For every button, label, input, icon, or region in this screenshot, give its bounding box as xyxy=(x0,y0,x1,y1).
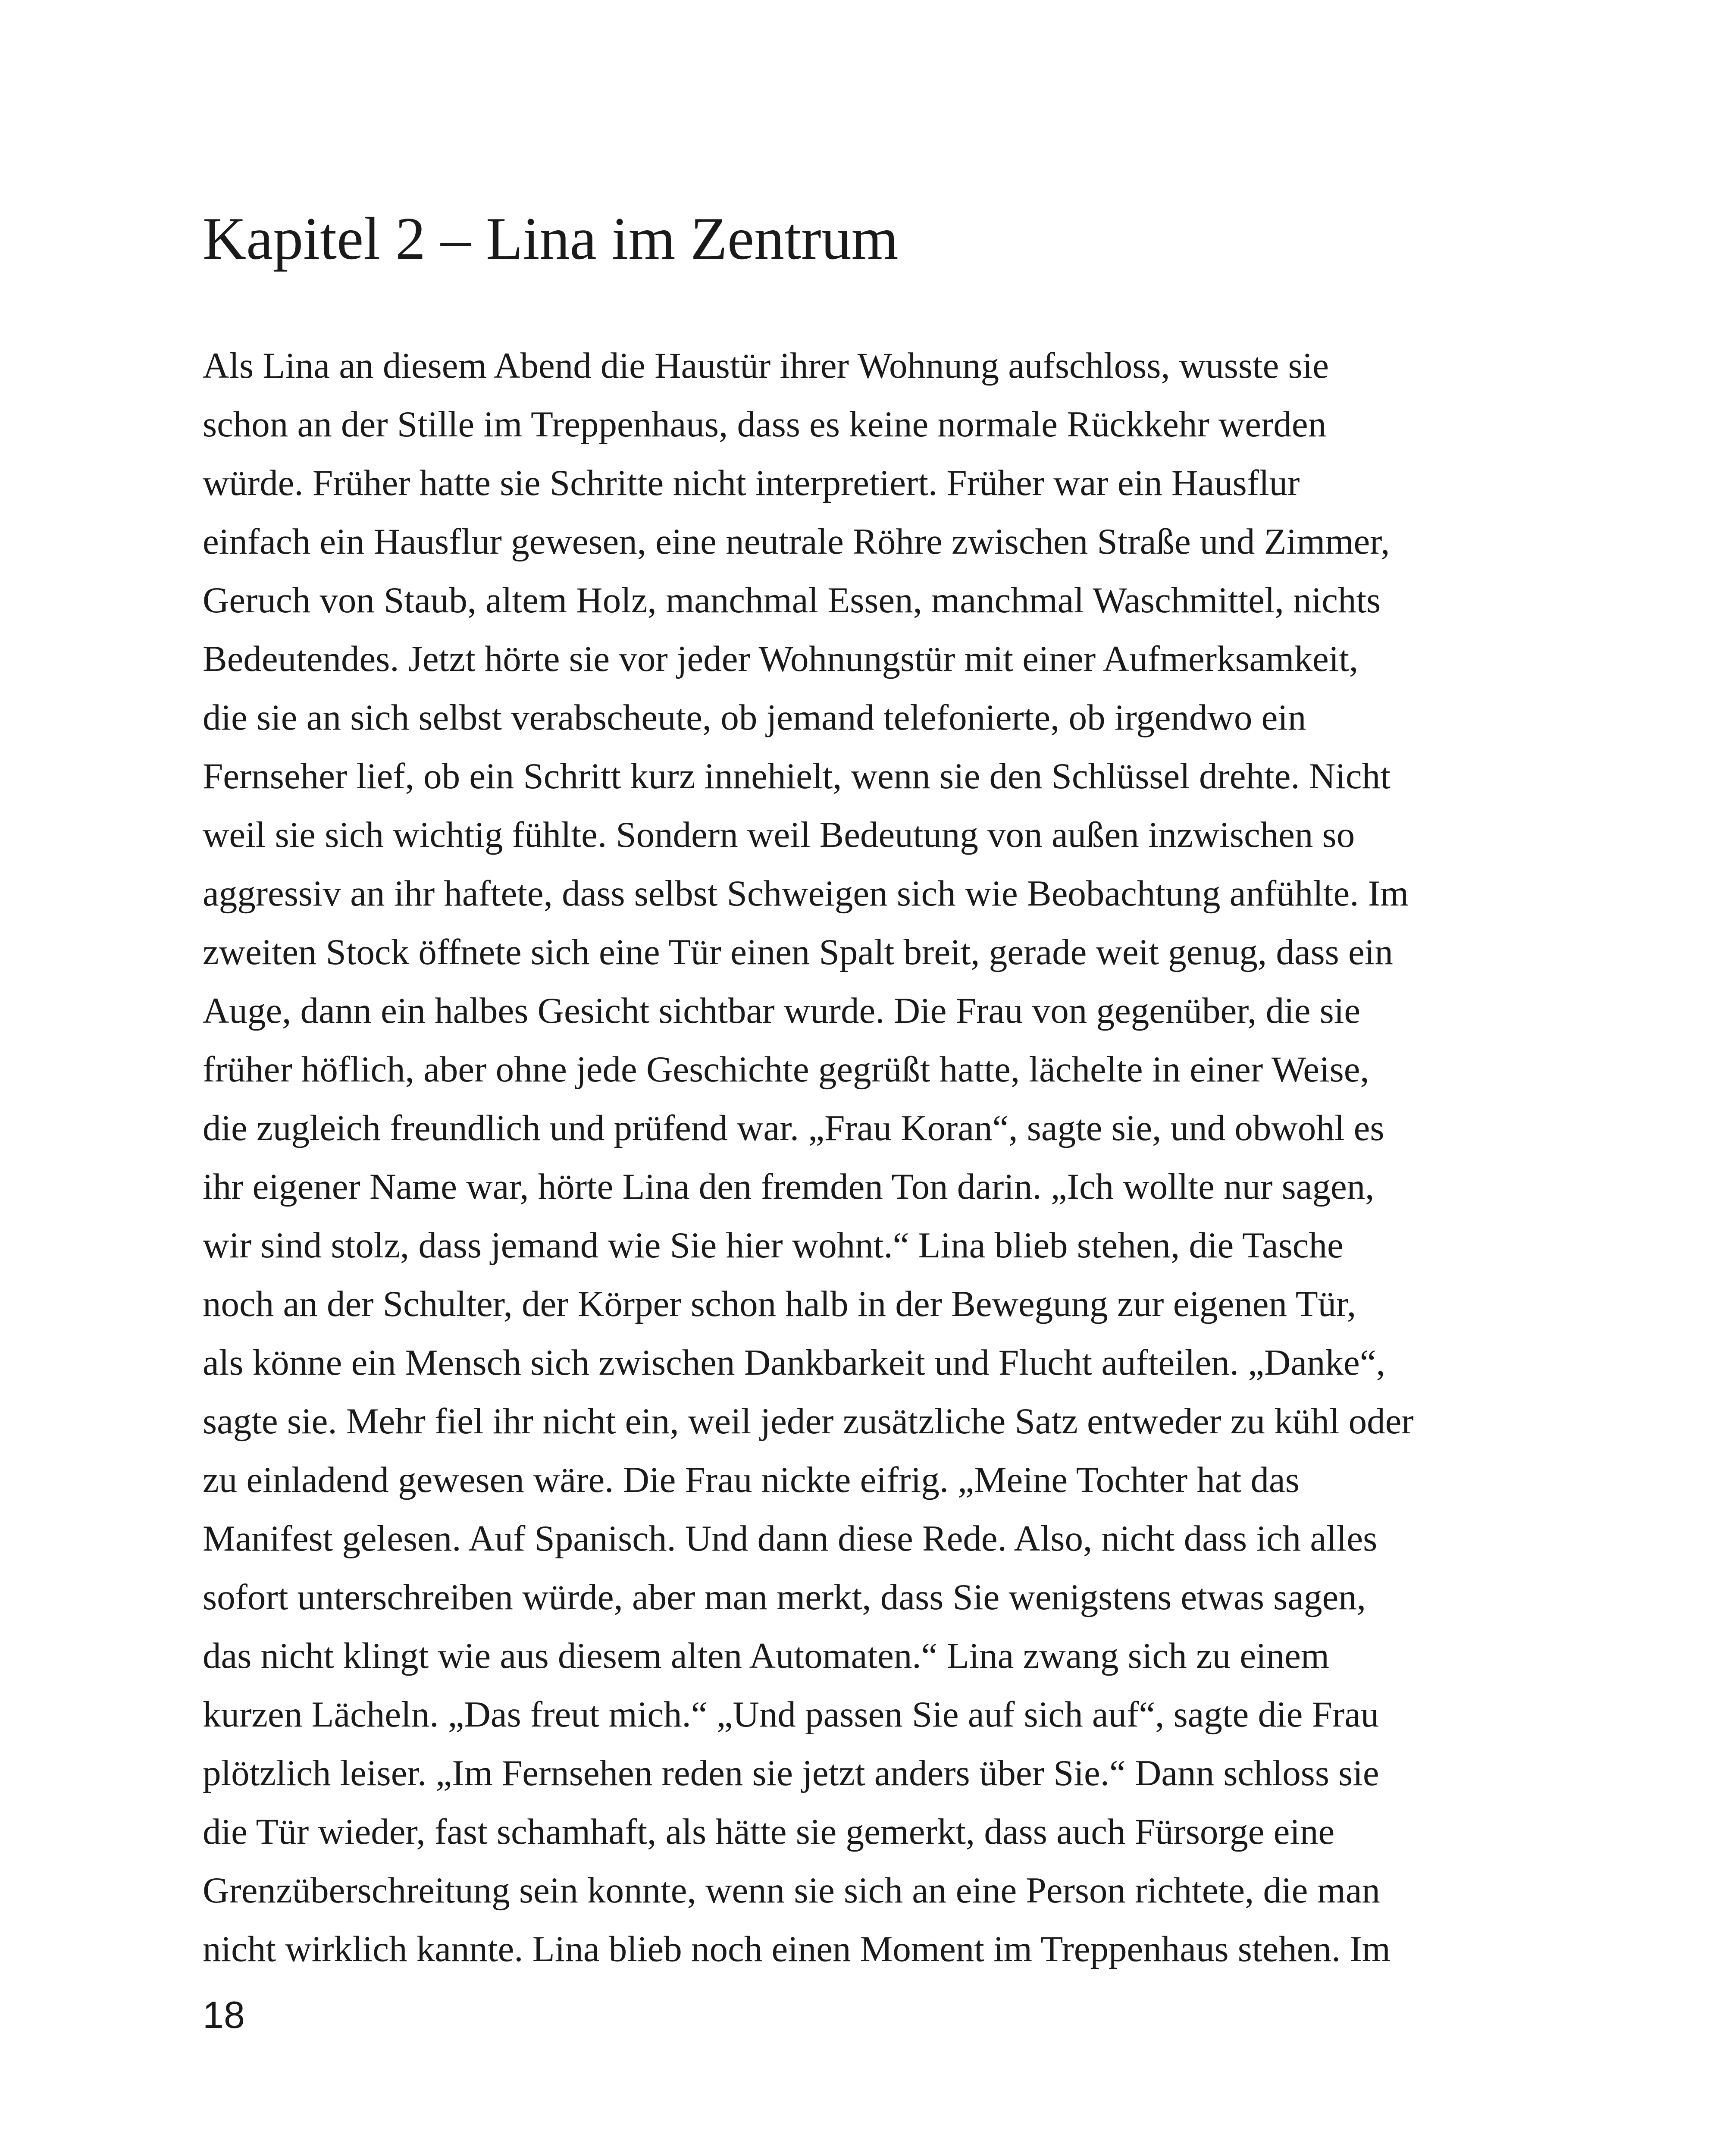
text-line: würde. Früher hatte sie Schritte nicht interpretiert. Früher war ein Hausflur xyxy=(203,463,1300,503)
text-line: nicht wirklich kannte. Lina blieb noch einen Moment im Treppenhaus stehen. Im xyxy=(203,1929,1391,1969)
body-paragraph xyxy=(203,336,1539,1978)
text-line: weil sie sich wichtig fühlte. Sondern weil Bedeutung von außen inzwischen so xyxy=(203,815,1355,855)
page-number: 18 xyxy=(203,1993,245,2036)
text-line: Bedeutendes. Jetzt hörte sie vor jeder Wohnungstür mit einer Aufmerksamkeit, xyxy=(203,639,1359,679)
text-line: sofort unterschreiben würde, aber man merkt, dass Sie wenigstens etwas sagen, xyxy=(203,1577,1366,1617)
text-line: kurzen Lächeln. „Das freut mich.“ „Und passen Sie auf sich auf“, sagte die Frau xyxy=(203,1694,1379,1735)
text-line: die zugleich freundlich und prüfend war. „Frau Koran“, sagte sie, und obwohl es xyxy=(203,1108,1384,1148)
text-line: zweiten Stock öffnete sich eine Tür einen Spalt breit, gerade weit genug, dass ein xyxy=(203,932,1393,972)
text-line: Grenzüberschreitung sein konnte, wenn sie sich an eine Person richtete, die man xyxy=(203,1870,1380,1911)
text-line: das nicht klingt wie aus diesem alten Automaten.“ Lina zwang sich zu einem xyxy=(203,1636,1330,1676)
chapter-title: Kapitel 2 – Lina im Zentrum xyxy=(203,205,899,272)
text-line: Geruch von Staub, altem Holz, manchmal Essen, manchmal Waschmittel, nichts xyxy=(203,580,1381,620)
text-line: Auge, dann ein halbes Gesicht sichtbar wurde. Die Frau von gegenüber, die sie xyxy=(203,990,1361,1031)
text-line: Als Lina an diesem Abend die Haustür ihrer Wohnung aufschloss, wusste sie xyxy=(203,345,1329,386)
text-line: früher höflich, aber ohne jede Geschichte gegrüßt hatte, lächelte in einer Weise, xyxy=(203,1049,1369,1090)
text-line: zu einladend gewesen wäre. Die Frau nickte eifrig. „Meine Tochter hat das xyxy=(203,1460,1300,1500)
text-line: ihr eigener Name war, hörte Lina den fremden Ton darin. „Ich wollte nur sagen, xyxy=(203,1166,1375,1207)
text-line: wir sind stolz, dass jemand wie Sie hier wohnt.“ Lina blieb stehen, die Tasche xyxy=(203,1225,1344,1266)
text-line: schon an der Stille im Treppenhaus, dass es keine normale Rückkehr werden xyxy=(203,404,1327,445)
text-line: als könne ein Mensch sich zwischen Dankbarkeit und Flucht aufteilen. „Danke“, xyxy=(203,1342,1385,1383)
text-line: die sie an sich selbst verabscheute, ob jemand telefonierte, ob irgendwo ein xyxy=(203,697,1306,738)
text-line: sagte sie. Mehr fiel ihr nicht ein, weil jeder zusätzliche Satz entweder zu kühl oder xyxy=(203,1401,1414,1442)
text-line: noch an der Schulter, der Körper schon halb in der Bewegung zur eigenen Tür, xyxy=(203,1284,1356,1324)
text-line: einfach ein Hausflur gewesen, eine neutrale Röhre zwischen Straße und Zimmer, xyxy=(203,521,1390,562)
text-line: Fernseher lief, ob ein Schritt kurz innehielt, wenn sie den Schlüssel drehte. Nicht xyxy=(203,756,1391,796)
text-line: aggressiv an ihr haftete, dass selbst Schweigen sich wie Beobachtung anfühlte. Im xyxy=(203,873,1409,914)
text-line: die Tür wieder, fast schamhaft, als hätte sie gemerkt, dass auch Fürsorge eine xyxy=(203,1811,1335,1852)
text-line: Manifest gelesen. Auf Spanisch. Und dann diese Rede. Also, nicht dass ich alles xyxy=(203,1518,1378,1559)
text-line: plötzlich leiser. „Im Fernsehen reden sie jetzt anders über Sie.“ Dann schloss sie xyxy=(203,1753,1379,1793)
